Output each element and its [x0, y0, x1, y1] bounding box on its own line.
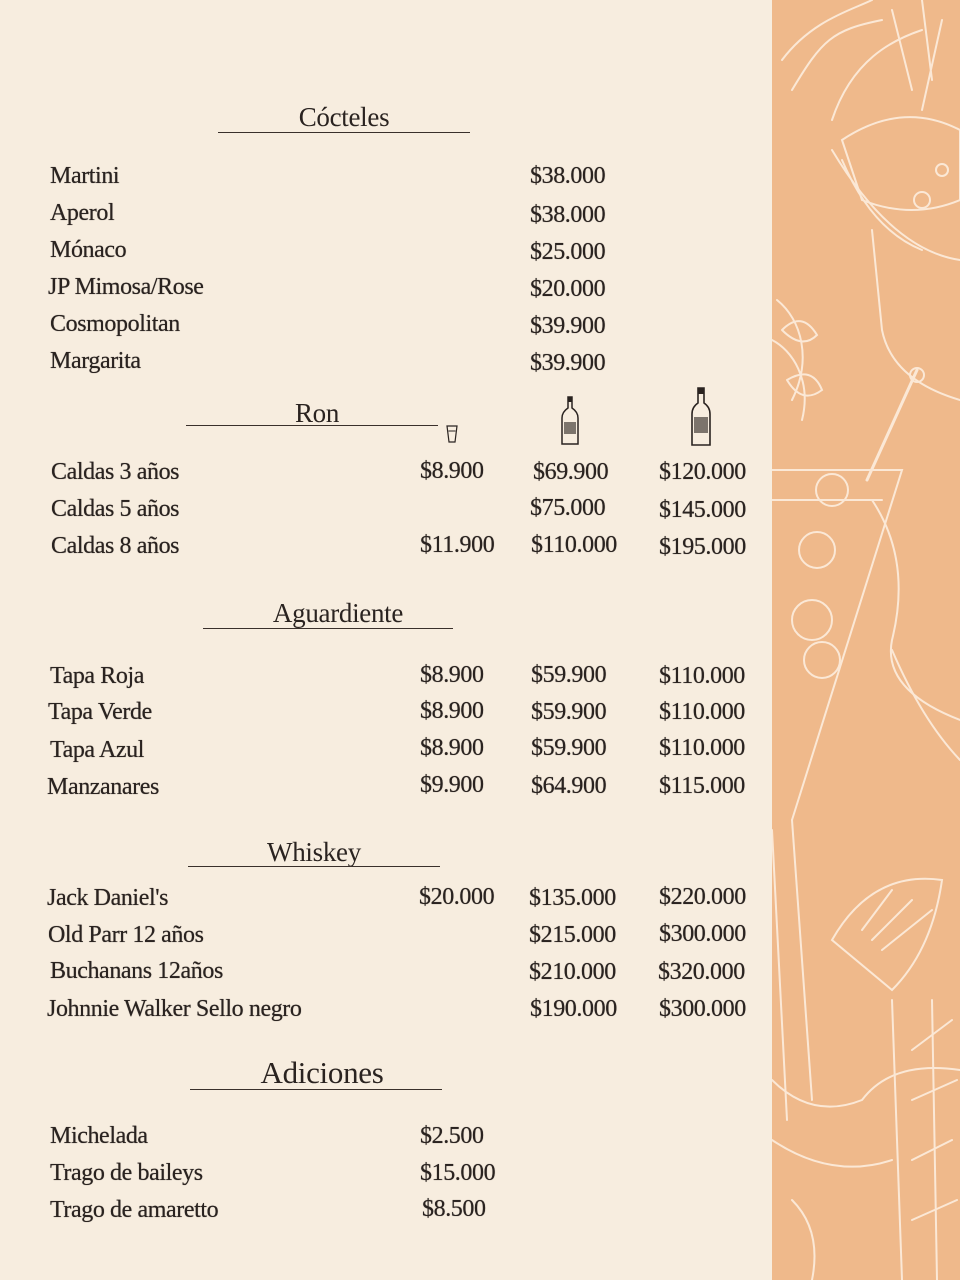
section-divider	[188, 866, 440, 867]
item-name: Cosmopolitan	[50, 311, 180, 337]
item-price: $39.900	[530, 313, 606, 339]
item-name: Aperol	[50, 200, 115, 226]
shot-price: $20.000	[419, 884, 495, 910]
decorative-cocktail-illustration	[772, 0, 960, 1280]
half-bottle-price: $64.900	[531, 773, 607, 799]
section-title-aguardiente: Aguardiente	[272, 598, 404, 628]
bottle-price: $300.000	[659, 921, 746, 947]
half-bottle-icon	[561, 396, 579, 446]
shot-price: $9.900	[420, 772, 484, 798]
bottle-price: $195.000	[659, 534, 746, 560]
bottle-price: $115.000	[659, 773, 745, 799]
item-name: Jack Daniel's	[47, 885, 169, 911]
item-name: Michelada	[50, 1123, 148, 1149]
shot-price: $8.900	[420, 458, 484, 484]
item-price: $38.000	[530, 163, 606, 189]
item-name: Tapa Azul	[50, 737, 145, 763]
item-name: Tapa Roja	[50, 663, 145, 689]
item-name: Margarita	[50, 348, 141, 374]
item-name: Caldas 3 años	[51, 459, 180, 485]
item-name: Mónaco	[50, 237, 127, 263]
shot-price: $8.900	[420, 698, 484, 724]
half-bottle-price: $69.900	[533, 459, 609, 485]
section-divider	[186, 425, 438, 426]
bottle-price: $220.000	[659, 884, 746, 910]
section-divider	[203, 628, 453, 629]
item-price: $15.000	[420, 1160, 496, 1186]
section-title-adiciones: Adiciones	[260, 1055, 384, 1090]
half-bottle-price: $59.900	[531, 735, 607, 761]
item-price: $39.900	[530, 350, 606, 376]
section-title-whiskey: Whiskey	[267, 837, 361, 867]
item-price: $2.500	[420, 1123, 484, 1149]
bottle-price: $145.000	[659, 497, 746, 523]
item-price: $8.500	[422, 1196, 486, 1222]
item-name: Tapa Verde	[48, 699, 152, 725]
item-name: Old Parr 12 años	[48, 922, 204, 948]
shot-price: $11.900	[420, 532, 495, 558]
bottle-price: $320.000	[658, 959, 745, 985]
item-name: Caldas 5 años	[51, 496, 180, 522]
full-bottle-icon	[691, 387, 711, 447]
item-name: Trago de baileys	[50, 1160, 203, 1186]
bottle-price: $110.000	[659, 699, 745, 725]
bottle-price: $300.000	[659, 996, 746, 1022]
item-name: JP Mimosa/Rose	[48, 274, 204, 300]
half-bottle-price: $110.000	[531, 532, 617, 558]
half-bottle-price: $59.900	[531, 699, 607, 725]
item-name: Trago de amaretto	[50, 1197, 219, 1223]
bottle-price: $120.000	[659, 459, 746, 485]
section-divider	[190, 1089, 442, 1090]
item-name: Buchanans 12años	[50, 958, 223, 984]
bottle-price: $110.000	[659, 735, 745, 761]
section-title-cocteles: Cócteles	[298, 102, 390, 132]
item-name: Martini	[50, 163, 120, 189]
half-bottle-price: $135.000	[529, 885, 616, 911]
item-name: Manzanares	[47, 774, 159, 800]
item-name: Caldas 8 años	[51, 533, 180, 559]
half-bottle-price: $75.000	[530, 495, 606, 521]
shot-price: $8.900	[420, 735, 484, 761]
item-price: $20.000	[530, 276, 606, 302]
half-bottle-price: $190.000	[530, 996, 617, 1022]
half-bottle-price: $210.000	[529, 959, 616, 985]
shot-glass-icon	[446, 425, 458, 443]
item-price: $38.000	[530, 202, 606, 228]
half-bottle-price: $59.900	[531, 662, 607, 688]
section-divider	[218, 132, 470, 133]
shot-price: $8.900	[420, 662, 484, 688]
section-title-ron: Ron	[294, 398, 340, 428]
item-price: $25.000	[530, 239, 606, 265]
item-name: Johnnie Walker Sello negro	[47, 996, 302, 1022]
bottle-price: $110.000	[659, 663, 745, 689]
half-bottle-price: $215.000	[529, 922, 616, 948]
